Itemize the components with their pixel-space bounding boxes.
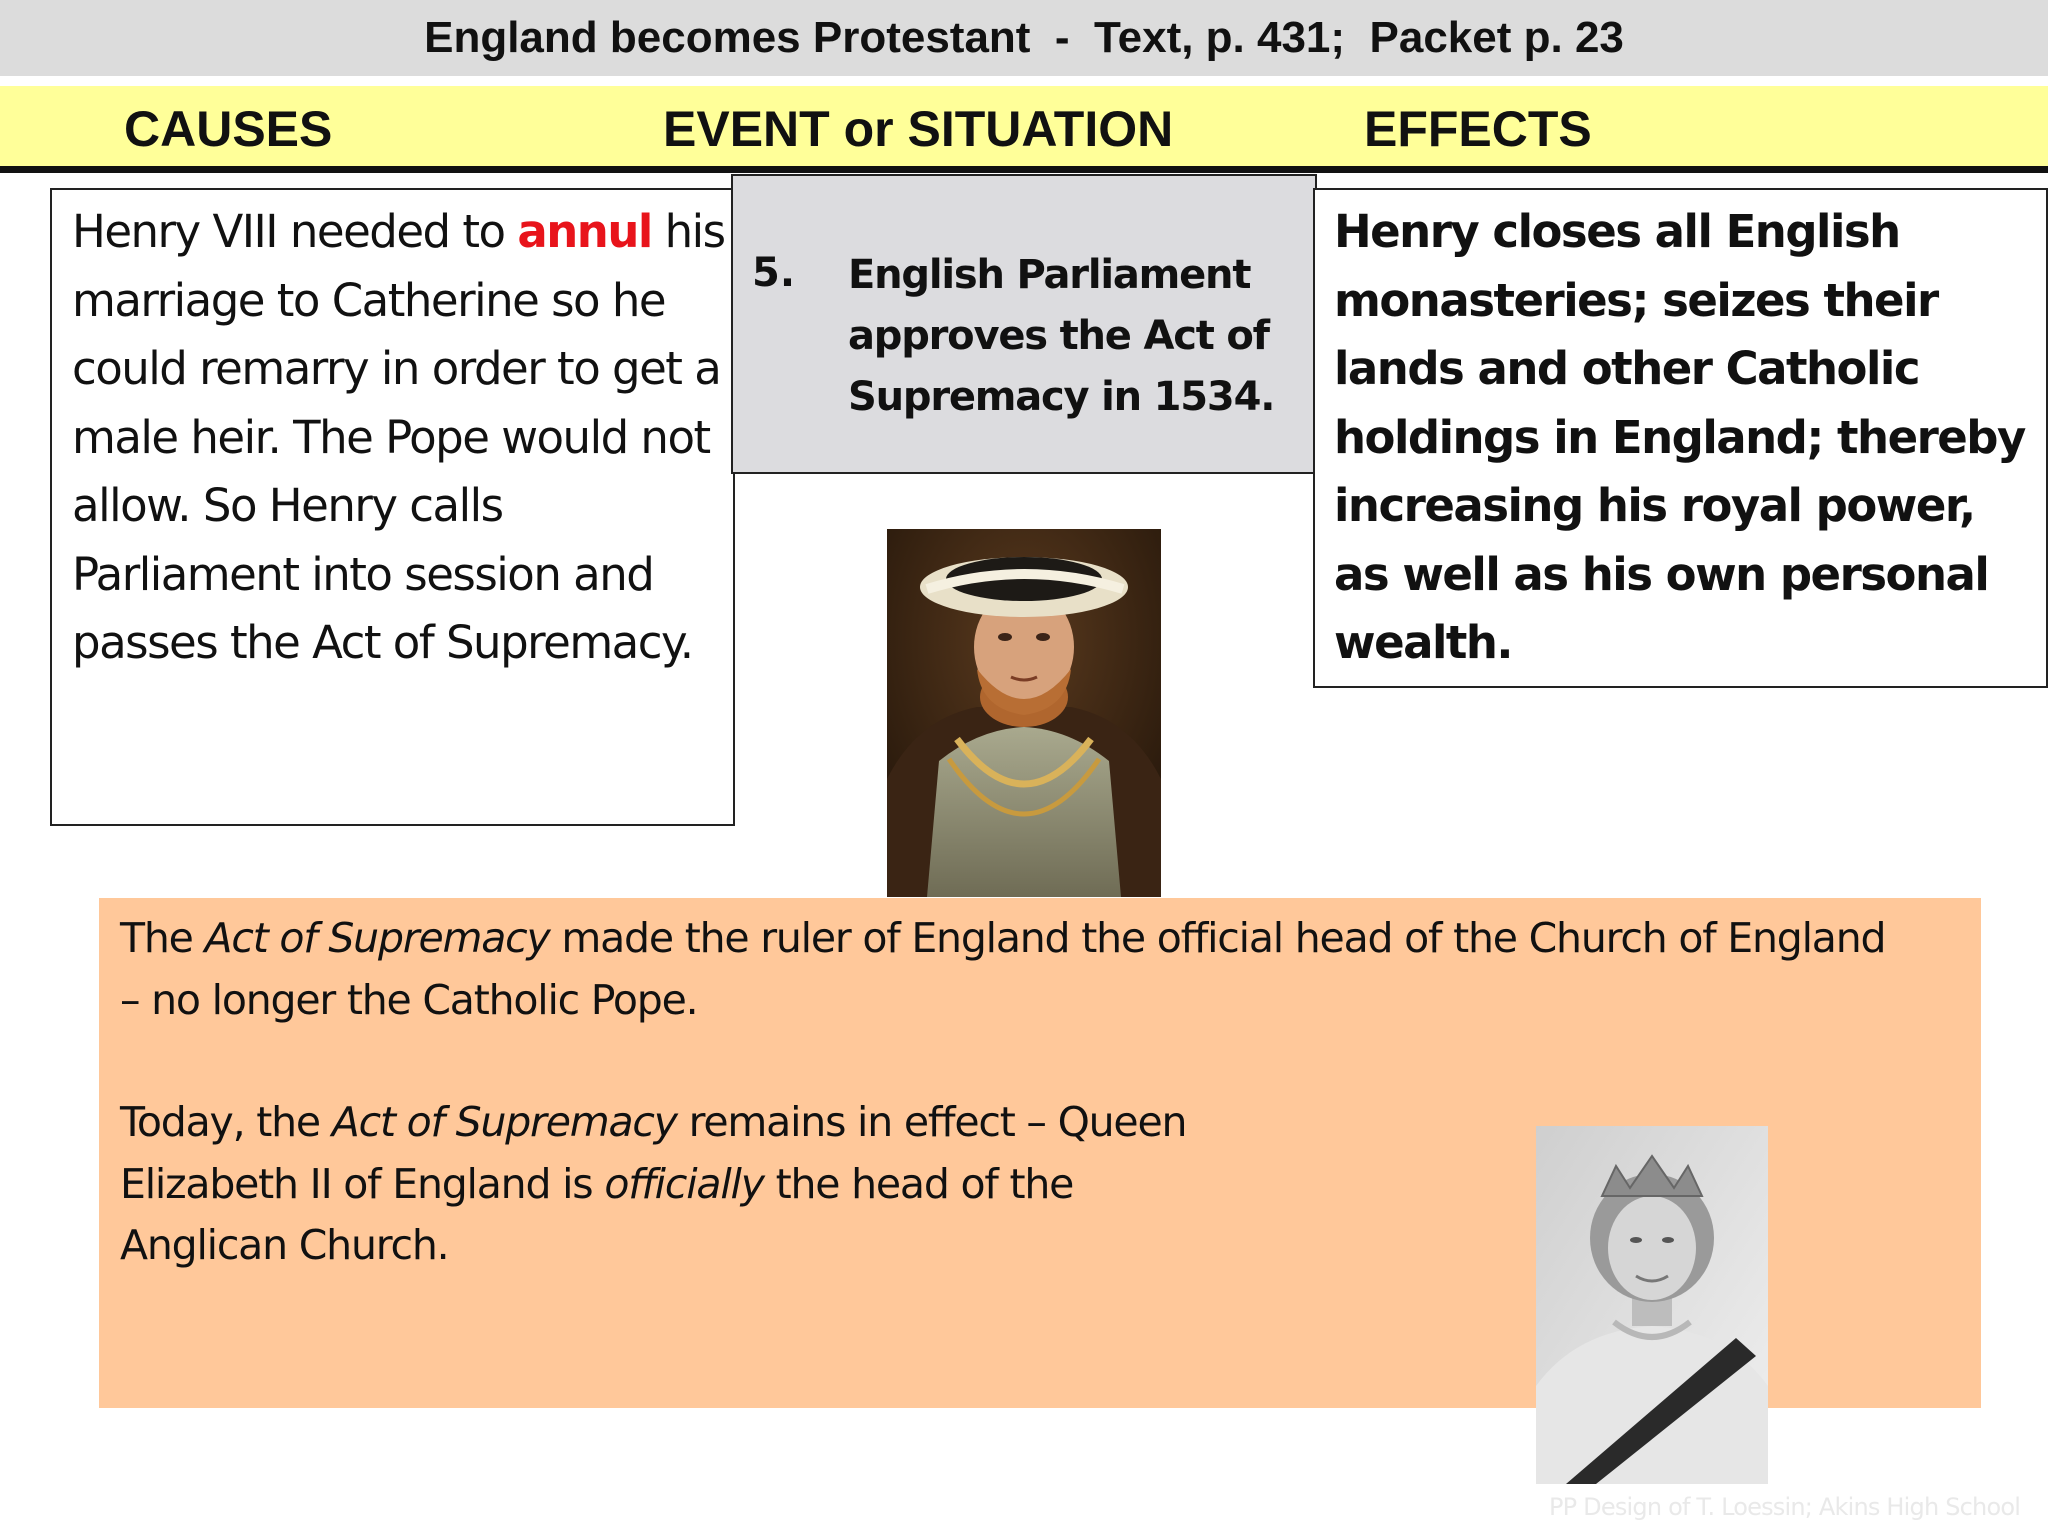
note-italic: Act of Supremacy: [331, 1098, 677, 1146]
causes-text-part: his marriage to Catherine so he could remarry in order to get a male heir. The Pope would not allow. So Henry calls Parliament into session and passes the Act of Supremacy.: [72, 205, 725, 669]
header-event: EVENT or SITUATION: [663, 101, 1174, 157]
event-number: 5.: [752, 250, 796, 296]
note-text: Today, the: [120, 1098, 332, 1146]
note-text: remains in effect – Queen Elizabeth II of England is: [120, 1098, 1187, 1208]
effects-text: Henry closes all English monasteries; seizes their lands and other Catholic holdings in England; thereby increasing his royal power, as well as his own personal wealth.: [1334, 205, 2025, 669]
note-paragraph-2: [120, 1092, 1220, 1277]
header-effects: EFFECTS: [1364, 101, 1592, 157]
note-text: made the ruler of England the official head of the Church of England – no longer the Catholic Pope.: [120, 914, 1886, 1024]
note-italic: officially: [604, 1159, 764, 1208]
note-text: The: [120, 914, 205, 962]
event-text: English Parliament approves the Act of Supremacy in 1534.: [848, 252, 1275, 420]
note-paragraph-1: [120, 908, 1900, 1031]
causes-text-part: Henry VIII needed to: [72, 205, 518, 258]
causes-text: [72, 198, 732, 678]
note-italic: Act of Supremacy: [204, 914, 550, 962]
header-causes: CAUSES: [124, 101, 333, 157]
annul-highlight: annul: [517, 205, 652, 258]
henry-viii-portrait: [887, 529, 1161, 897]
design-credit: PP Design of T. Loessin; Akins High School: [1549, 1493, 2021, 1521]
slide-title: England becomes Protestant - Text, p. 431; Packet p. 23: [424, 13, 1624, 62]
elizabeth-ii-portrait: [1536, 1126, 1768, 1484]
note-text: the head of the Anglican Church.: [120, 1159, 1074, 1269]
